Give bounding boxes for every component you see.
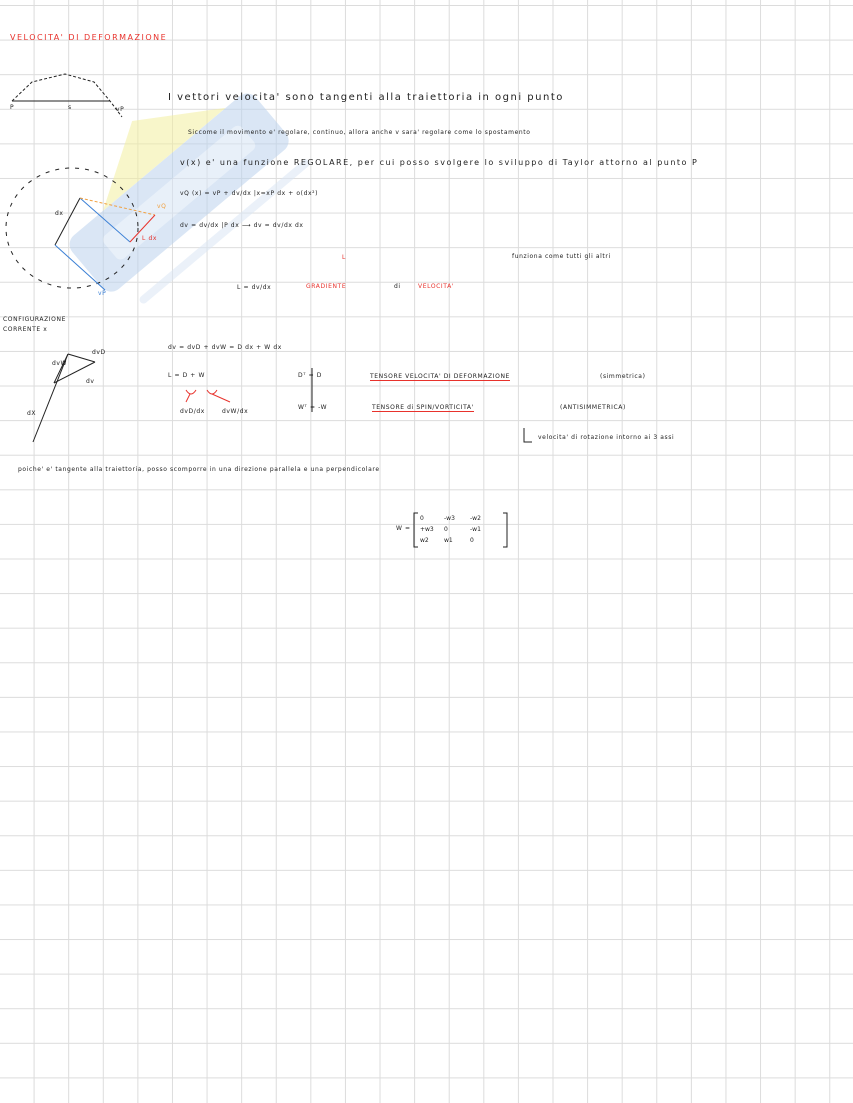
symmetric-note: (simmetrica) — [600, 373, 646, 380]
brace-label: L — [342, 254, 346, 261]
text-line-2: Siccome il movimento e' regolare, continuo, allora anche v sara' regolare come lo spostamento — [188, 129, 531, 136]
matrix-cell: -w1 — [470, 526, 481, 533]
deformation-rate-tensor-label: TENSORE VELOCITA' DI DEFORMAZIONE — [370, 373, 510, 380]
gradient-velocity: VELOCITA' — [418, 283, 455, 290]
antisymmetric-equation: Wᵀ = -W — [298, 404, 328, 411]
matrix-row — [420, 513, 481, 524]
label-s: s — [68, 104, 72, 111]
label-vp: vP — [116, 106, 125, 113]
matrix-cell: 0 — [444, 526, 448, 533]
dvw-over-dx: dvW/dx — [222, 408, 249, 415]
gradient-equation: L = dv/dx — [237, 284, 272, 291]
label-dv: dv — [86, 378, 95, 385]
antisymmetric-note: (ANTISIMMETRICA) — [560, 404, 626, 411]
matrix-lhs: W = — [396, 525, 411, 532]
label-p: P — [10, 104, 15, 111]
text-line-4: poiche' e' tangente alla traiettoria, posso scomporre in una direzione parallela e una perpendicolare — [18, 466, 380, 473]
differential-equation: dv = dv/dx |P dx ⟶ dv = dv/dx dx — [180, 222, 304, 229]
symmetric-equation: Dᵀ = D — [298, 372, 322, 379]
label-vq: vQ — [157, 203, 167, 210]
config-line-2: CORRENTE x — [3, 326, 48, 333]
decomposition-equation: dv = dvD + dvW = D dx + W dx — [168, 344, 282, 351]
dvd-over-dx: dvD/dx — [180, 408, 205, 415]
matrix-cell: w1 — [444, 537, 453, 544]
label-dx: dx — [55, 210, 64, 217]
matrix-cell: w2 — [420, 537, 429, 544]
matrix-row — [420, 535, 481, 546]
trajectory-sketch — [12, 74, 125, 117]
velocity-decomposition-sketch — [33, 354, 95, 442]
l-equals-d-plus-w: L = D + W — [168, 372, 205, 379]
label-dX: dX — [27, 410, 37, 417]
rotation-note: velocita' di rotazione intorno ai 3 assi — [538, 434, 675, 441]
taylor-equation: vQ (x) = vP + dv/dx |x=xP dx + o(dx²) — [180, 190, 319, 197]
deformation-sketch — [6, 168, 158, 290]
matrix-cell: 0 — [420, 515, 424, 522]
gradient-di: di — [394, 283, 401, 290]
page-title: VELOCITA' DI DEFORMAZIONE — [10, 33, 168, 42]
matrix-cell: 0 — [470, 537, 474, 544]
matrix-row — [420, 524, 481, 535]
side-note: funziona come tutti gli altri — [512, 253, 611, 260]
matrix-cell: -w2 — [470, 515, 481, 522]
text-line-1: I vettori velocita' sono tangenti alla traiettoria in ogni punto — [168, 92, 564, 103]
label-dvd: dvD — [92, 349, 106, 356]
red-braces — [186, 390, 230, 402]
spin-tensor-label: TENSORE di SPIN/VORTICITA' — [372, 404, 474, 411]
config-line-1: CONFIGURAZIONE — [3, 316, 66, 323]
spin-matrix — [420, 513, 481, 546]
label-vp2: vP — [98, 290, 107, 297]
label-ldx: L dx — [142, 235, 158, 242]
label-dvw: dvW — [52, 360, 68, 367]
gradient-label: GRADIENTE — [306, 283, 347, 290]
matrix-cell: -w3 — [444, 515, 455, 522]
text-line-3: v(x) e' una funzione REGOLARE, per cui posso svolgere lo sviluppo di Taylor attorno al punto P — [180, 158, 699, 167]
matrix-cell: +w3 — [420, 526, 434, 533]
